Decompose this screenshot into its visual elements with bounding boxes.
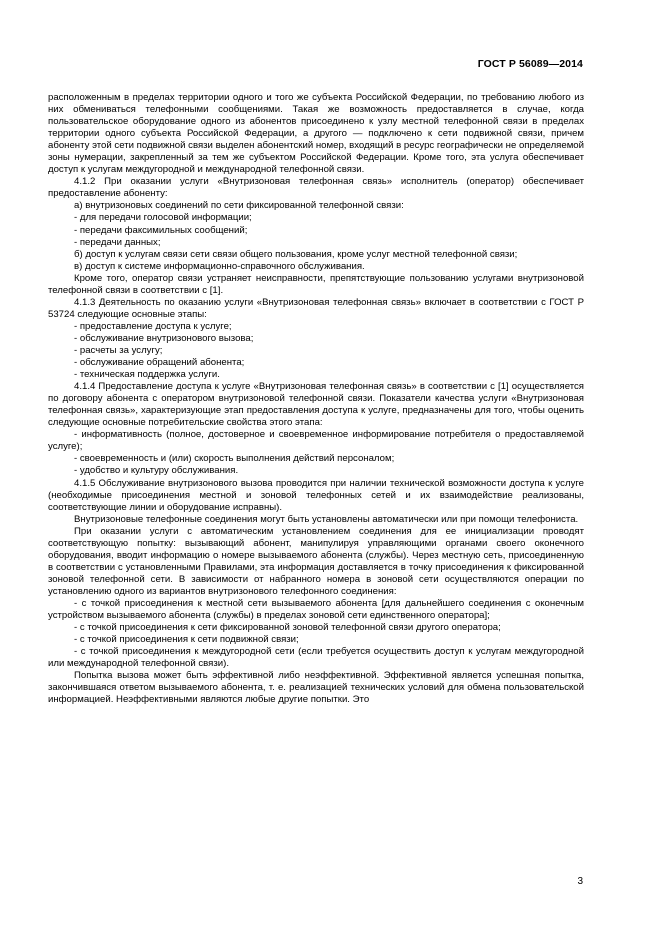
body-paragraph: а) внутризоновых соединений по сети фиксированной телефонной связи: — [74, 200, 404, 212]
body-paragraph: - передачи данных; — [74, 236, 161, 248]
body-paragraph: - своевременность и (или) скорость выполнения действий персоналом; — [74, 453, 395, 465]
body-paragraph: б) доступ к услугам связи сети связи общего пользования, кроме услуг местной телефонной связи; — [74, 248, 518, 260]
body-paragraph: 4.1.4 Предоставление доступа к услуге «Внутризоновая телефонная связь» в соответствии с [1] осуществляется по договору абонента с оператором внутризоновой телефонной связи. Показатели качества услуги «Внутризоновая телефонная связь», характеризующие этап предоставления доступа к услуге, предназначены для того, чтобы оценить следующие основные потребительские свойства этого этапа: — [48, 381, 584, 429]
body-paragraph: - расчеты за услугу; — [74, 344, 163, 356]
body-paragraph: - с точкой присоединения к сети подвижной связи; — [74, 634, 299, 646]
body-paragraph: расположенным в пределах территории одного и того же субъекта Российской Федерации, по требованию любого из них обмениваться телефонными сообщениями. Такая же возможность предоставляется в случае, когда пользовательское оборудование одного из абонентов присоединено к узлу местной телефонной связи в пределах территории одного субъекта Российской Федерации, а другого — подключено к сети подвижной связи, причем абоненту этой сети подвижной связи выделен абонентский номер, входящий в ресурс географически не определяемой зоны нумерации, закрепленный за тем же субъектом Российской Федерации. Кроме того, эта услуга обеспечивает доступ к услугам междугородной и международной телефонной связи. — [48, 92, 584, 176]
body-paragraph: - информативность (полное, достоверное и своевременное информирование потребителя о предоставляемой услуге); — [48, 429, 584, 453]
body-paragraph: При оказании услуги с автоматическим установлением соединения для ее инициализации проводят соответствующую попытку: вызывающий абонент, манипулируя управляющими органами своего оконечного оборудования, вводит информацию о номере вызываемого абонента (службы). Через местную сеть, присоединенную в соответствии с установленными Правилами, эта информация доставляется в точку присоединения к фиксированной зоновой телефонной сети. В зависимости от набранного номера в зоновой сети осуществляются операции по установлению одного из вариантов внутризонового телефонного соединения: — [48, 525, 584, 597]
body-paragraph: - с точкой присоединения к сети фиксированной зоновой телефонной связи другого оператора; — [74, 622, 501, 634]
body-paragraph: - техническая поддержка услуги. — [74, 369, 220, 381]
page-body-text — [48, 92, 584, 706]
body-paragraph: Попытка вызова может быть эффективной либо неэффективной. Эффективной является успешная попытка, закончившаяся ответом вызываемого абонента, т. е. реализацией технических условий для обмена пользовательской информацией. Неэффективными являются любые другие попытки. Это — [48, 670, 584, 706]
body-paragraph: - передачи факсимильных сообщений; — [74, 224, 248, 236]
body-paragraph: - с точкой присоединения к междугородной сети (если требуется осуществить доступ к услугам междугородной или международной телефонной связи). — [48, 646, 584, 670]
body-paragraph: - удобство и культуру обслуживания. — [74, 465, 239, 477]
body-paragraph: - для передачи голосовой информации; — [74, 212, 252, 224]
body-paragraph: 4.1.5 Обслуживание внутризонового вызова проводится при наличии технической возможности доступа к услуге (необходимые присоединения местной и зоновой телефонных сетей и их взаимодействие реализованы, соответствующие линии и оборудование исправны). — [48, 477, 584, 513]
body-paragraph: - предоставление доступа к услуге; — [74, 320, 232, 332]
body-paragraph: - обслуживание внутризонового вызова; — [74, 332, 254, 344]
body-paragraph: 4.1.2 При оказании услуги «Внутризоновая телефонная связь» исполнитель (оператор) обеспечивает предоставление абоненту: — [48, 176, 584, 200]
body-paragraph: Кроме того, оператор связи устраняет неисправности, препятствующие пользованию услугами внутризоновой телефонной связи в соответствии с [1]. — [48, 272, 584, 296]
body-paragraph: - с точкой присоединения к местной сети вызываемого абонента [для дальнейшего соединения с оконечным устройством вызываемого абонента (службы) в пределах зоновой сети единственного оператора]; — [48, 597, 584, 622]
document-code-header: ГОСТ Р 56089—2014 — [477, 58, 583, 70]
body-paragraph: Внутризоновые телефонные соединения могут быть установлены автоматически или при помощи телефониста. — [74, 513, 579, 525]
page-number: 3 — [577, 876, 583, 887]
body-paragraph: в) доступ к системе информационно-справочного обслуживания. — [74, 260, 365, 272]
body-paragraph: 4.1.3 Деятельность по оказанию услуги «Внутризоновая телефонная связь» включает в соответствии с ГОСТ Р 53724 следующие основные этапы: — [48, 296, 584, 320]
body-paragraph: - обслуживание обращений абонента; — [74, 357, 245, 369]
